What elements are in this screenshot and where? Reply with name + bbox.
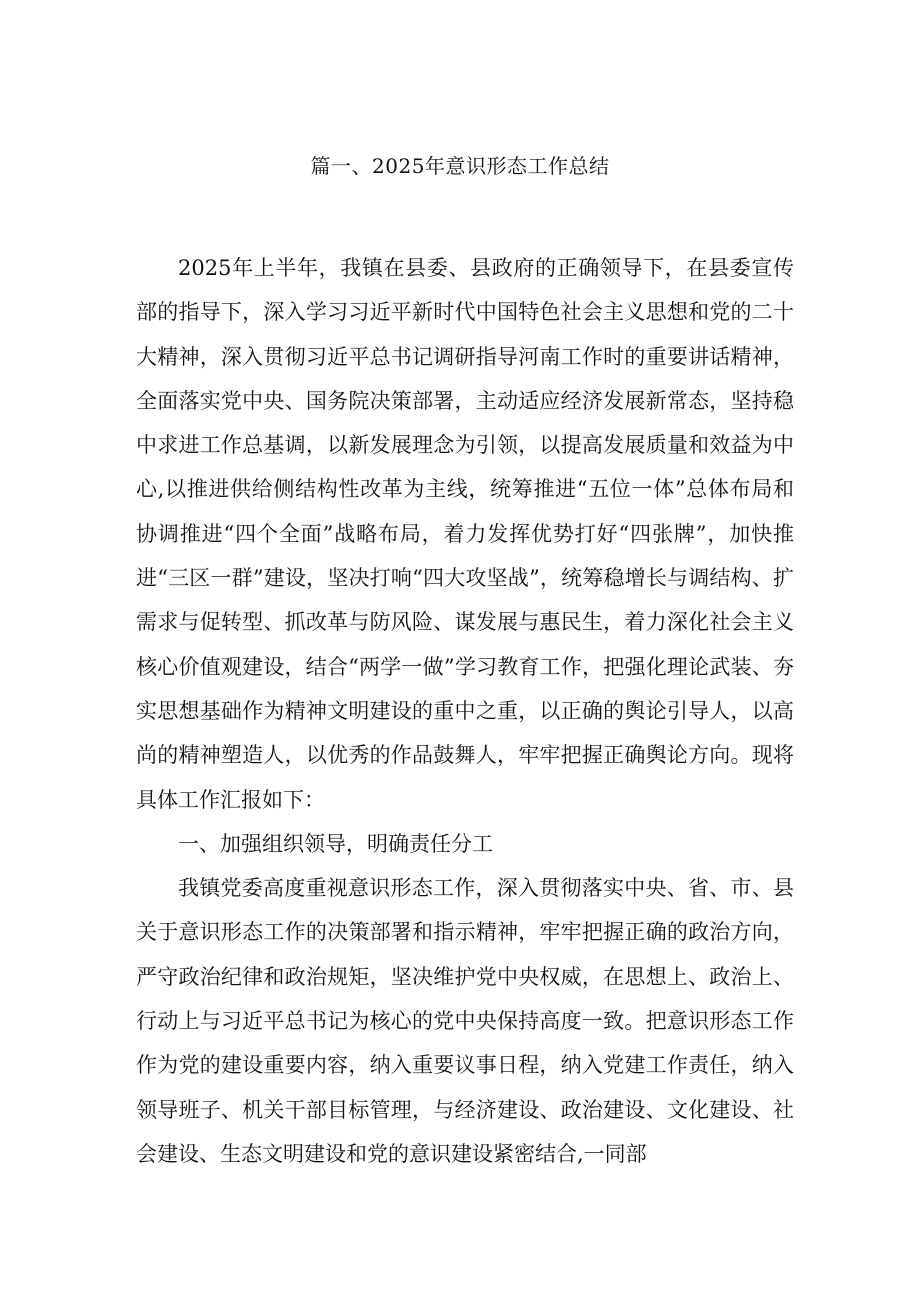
intro-paragraph: 2025年上半年，我镇在县委、县政府的正确领导下，在县委宣传部的指导下，深入学习习近平新时代中国特色社会主义思想和党的二十大精神，深入贯彻习近平总书记调研指导河南工作时的重要讲话精神，全面落实党中央、国务院决策部署，主动适应经济发展新常态，坚持稳中求进工作总基调，以新发展理念为引领，以提高发展质量和效益为中心,以推进供给侧结构性改革为主线，统筹推进“五位一体”总体布局和协调推进“四个全面”战略布局，着力发挥优势打好“四张牌”，加快推进“三区一群”建设，坚决打响“四大攻坚战”，统筹稳增长与调结构、扩需求与促转型、抓改革与防风险、谋发展与惠民生，着力深化社会主义核心价值观建设，结合“两学一做”学习教育工作，把强化理论武装、夯实思想基础作为精神文明建设的重中之重，以正确的舆论引导人，以高尚的精神塑造人，以优秀的作品鼓舞人，牢牢把握正确舆论方向。现将具体工作汇报如下： <box>136 256 794 812</box>
section-heading: 一、加强组织领导，明确责任分工 <box>178 831 493 856</box>
document-body <box>136 246 794 1176</box>
section-paragraph: 我镇党委高度重视意识形态工作，深入贯彻落实中央、省、市、县关于意识形态工作的决策部署和指示精神，牢牢把握正确的政治方向，严守政治纪律和政治规矩，坚决维护党中央权威，在思想上、政治上、行动上与习近平总书记为核心的党中央保持高度一致。把意识形态工作作为党的建设重要内容，纳入重要议事日程，纳入党建工作责任，纳入领导班子、机关干部目标管理，与经济建设、政治建设、文化建设、社会建设、生态文明建设和党的意识建设紧密结合,一同部 <box>136 876 794 1166</box>
document-title: 篇一、2025年意识形态工作总结 <box>310 154 610 178</box>
